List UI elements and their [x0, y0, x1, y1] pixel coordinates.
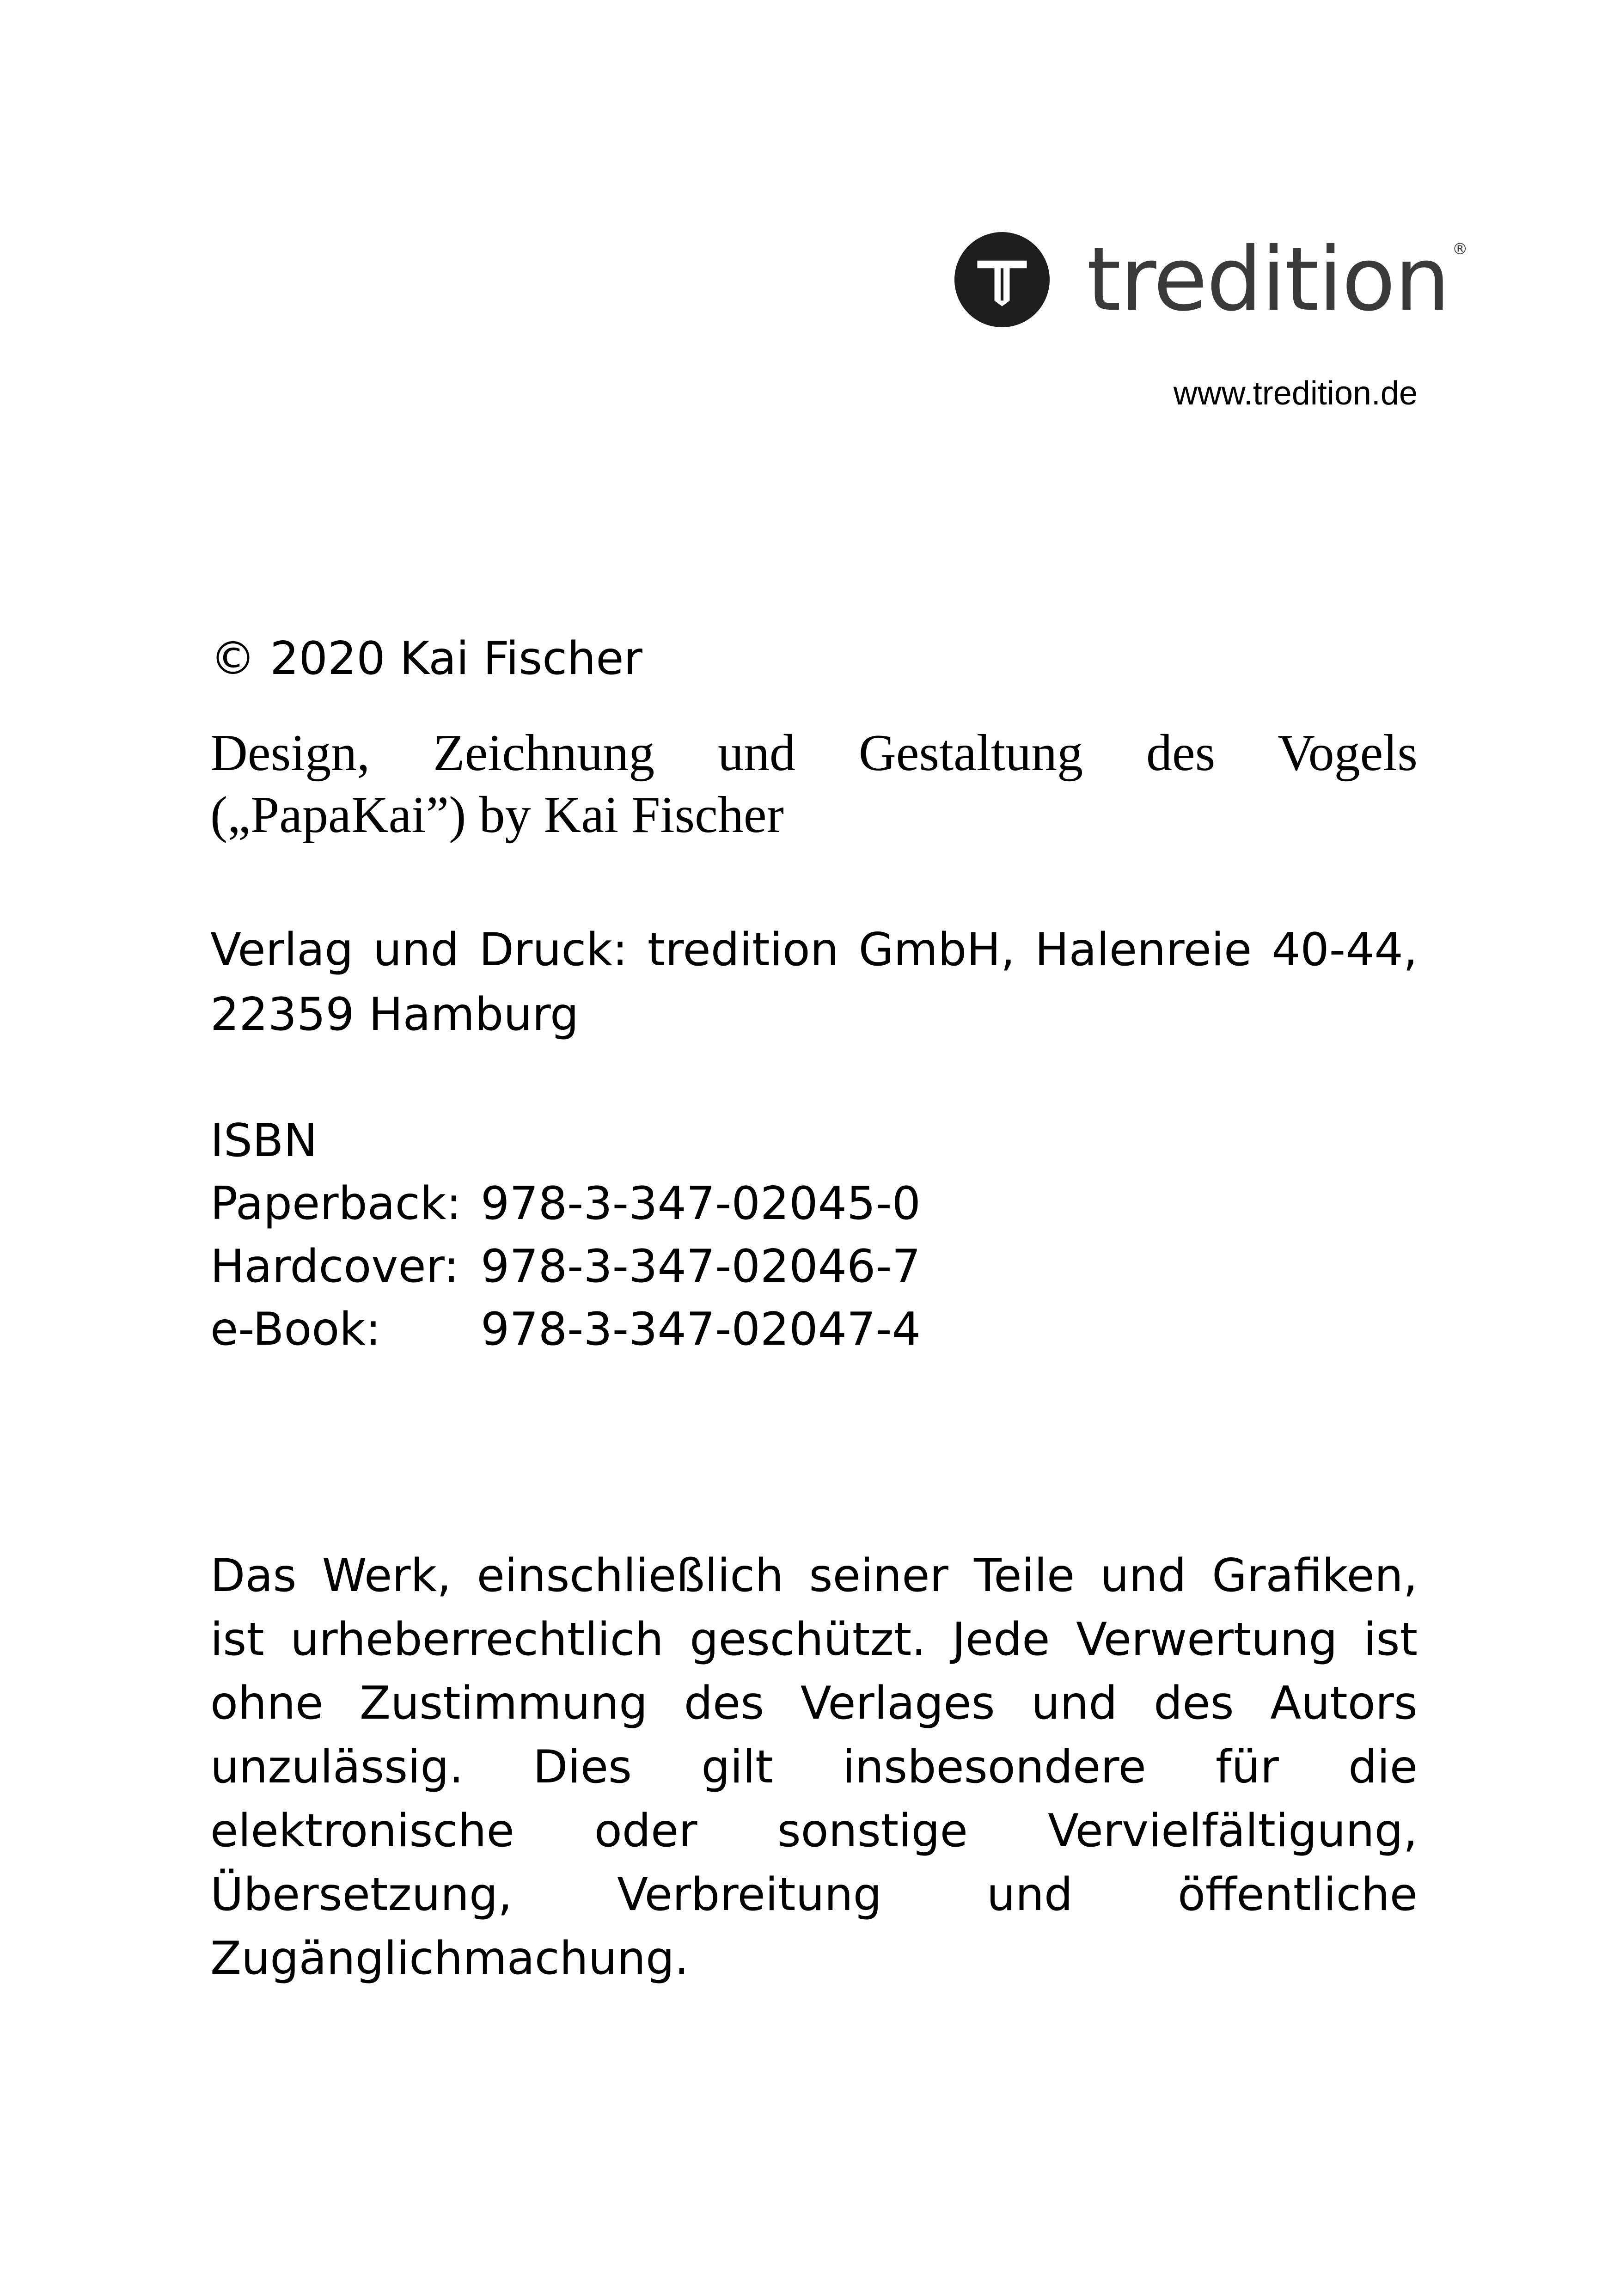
- isbn-number: 978-3-347-02045-0: [481, 1177, 921, 1230]
- isbn-row-ebook: [210, 1298, 1418, 1361]
- isbn-section: [210, 1109, 1418, 1361]
- isbn-number: 978-3-347-02047-4: [481, 1303, 921, 1356]
- copyright-line: © 2020 Kai Fischer: [210, 632, 642, 685]
- publisher-website: www.tredition.de: [1173, 375, 1418, 412]
- isbn-label: Hardcover:: [210, 1240, 459, 1293]
- isbn-label: e-Book:: [210, 1303, 381, 1356]
- design-credit: Design, Zeichnung und Gestaltung des Vogels („PapaKai”) by Kai Fischer: [210, 724, 1418, 844]
- logo-wordmark: tredition ®: [1087, 228, 1467, 331]
- isbn-row-hardcover: [210, 1235, 1418, 1298]
- publisher-logo: [954, 229, 1467, 331]
- isbn-number: 978-3-347-02046-7: [481, 1240, 921, 1293]
- isbn-heading: ISBN: [210, 1114, 318, 1167]
- tredition-logo-icon: [954, 232, 1050, 327]
- isbn-label: Paperback:: [210, 1177, 462, 1230]
- isbn-row-paperback: [210, 1172, 1418, 1235]
- rights-notice: Das Werk, einschließlich seiner Teile und Grafiken, ist urheberrechtlich geschützt. Jede Verwertung ist ohne Zustimmung des Verlages und des Autors unzulässig. Dies gilt insbesondere für die elektronische oder sonstige Vervielfältigung, Übersetzung, Verbreitung und öffentliche Zugänglichmachung.: [210, 1549, 1418, 1985]
- publisher-address: Verlag und Druck: tredition GmbH, Halenreie 40-44, 22359 Hamburg: [210, 924, 1418, 1041]
- registered-mark: ®: [1452, 240, 1467, 258]
